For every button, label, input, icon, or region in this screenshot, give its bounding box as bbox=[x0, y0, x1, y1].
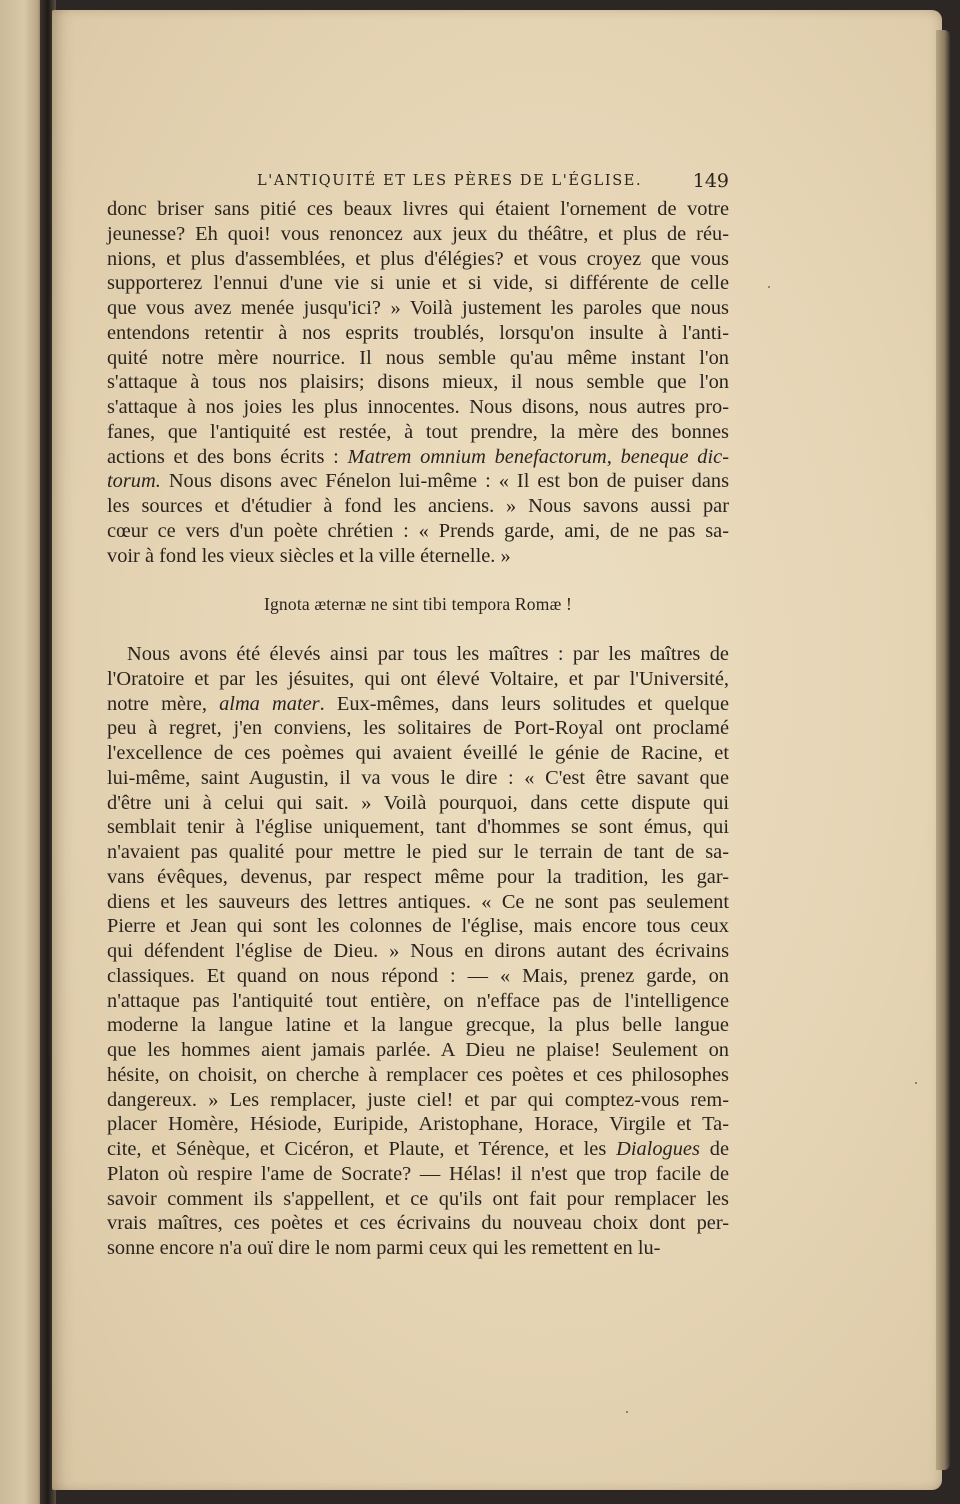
text-line: l'excellence de ces poèmes qui avaient éveillé le génie de Racine, et bbox=[107, 742, 729, 764]
text-line: classiques. Et quand on nous répond : — « Mais, prenez garde, on bbox=[107, 964, 729, 987]
text-line bbox=[107, 469, 729, 494]
text-line: vrais maîtres, ces poètes et ces écrivains du nouveau choix dont per- bbox=[107, 1212, 729, 1235]
text-line: Platon où respire l'ame de Socrate? — Hélas! il n'est que trop facile de bbox=[107, 1162, 729, 1185]
paragraph-1 bbox=[107, 197, 729, 568]
text-line: supporterez l'ennui d'une vie si unie et si vide, si différente de celle bbox=[107, 272, 729, 295]
text-line: quité notre mère nourrice. Il nous semble qu'au même instant l'on bbox=[107, 346, 729, 369]
facing-page-edge bbox=[0, 0, 44, 1504]
text-line: voir à fond les vieux siècles et la ville éternelle. » bbox=[107, 544, 511, 567]
text-run: notre mère, bbox=[107, 692, 220, 715]
page-header bbox=[107, 170, 729, 194]
italic-text-run: torum. bbox=[107, 470, 161, 493]
text-line: savoir comment ils s'appellent, et ce qu'ils ont fait pour remplacer les bbox=[107, 1187, 729, 1210]
text-line: que vous avez menée jusqu'ici? » Voilà justement les paroles que nous bbox=[107, 297, 729, 319]
text-line: vans évêques, devenus, par respect même pour la tradition, les gar- bbox=[107, 865, 729, 888]
text-run: cite, et Sénèque, et Cicéron, et Plaute, et Térence, et les bbox=[107, 1138, 617, 1160]
text-line: d'être uni à celui qui sait. » Voilà pourquoi, dans cette dispute qui bbox=[107, 791, 729, 814]
text-line: entendons retentir à nos esprits troublés, lorsqu'on insulte à l'anti- bbox=[107, 321, 729, 344]
italic-text-run: Matrem omnium benefactorum, beneque dic- bbox=[347, 445, 729, 468]
page-number: 149 bbox=[692, 170, 729, 192]
text-line: diens et les sauveurs des lettres antiques. « Ce ne sont pas seulement bbox=[107, 890, 729, 913]
text-line: placer Homère, Hésiode, Euripide, Aristophane, Horace, Virgile et Ta- bbox=[107, 1113, 729, 1136]
text-line bbox=[107, 1137, 729, 1162]
text-line: peu à regret, j'en conviens, les solitaires de Port-Royal ont proclamé bbox=[107, 717, 729, 740]
text-line: cœur ce vers d'un poète chrétien : « Prends garde, ami, de ne pas sa- bbox=[107, 519, 729, 542]
paper-speck bbox=[626, 1411, 628, 1413]
text-line bbox=[107, 445, 729, 470]
text-line: fanes, que l'antiquité est restée, à tout prendre, la mère des bonnes bbox=[107, 420, 729, 443]
latin-quotation: Ignota æternæ ne sint tibi tempora Romæ ! bbox=[263, 594, 573, 614]
text-run: actions et des bons écrits : bbox=[107, 445, 348, 468]
paper-speck bbox=[915, 1082, 917, 1084]
italic-text-run: alma mater bbox=[219, 692, 320, 715]
italic-text-run: Dialogues bbox=[616, 1138, 700, 1160]
text-line: que les hommes aient jamais parlée. A Dieu ne plaise! Seulement on bbox=[107, 1039, 729, 1061]
text-line: Pierre et Jean qui sont les colonnes de l'église, mais encore tous ceux bbox=[107, 915, 729, 938]
text-line: qui défendent l'église de Dieu. » Nous en dirons autant des écrivains bbox=[107, 940, 729, 962]
text-line: n'avaient pas qualité pour mettre le pied sur le terrain de tant de sa- bbox=[107, 841, 729, 863]
text-line: semblait tenir à l'église uniquement, tant d'hommes se sont émus, qui bbox=[107, 816, 729, 839]
text-line: dangereux. » Les remplacer, juste ciel! et par qui comptez-vous rem- bbox=[107, 1088, 729, 1111]
text-line: les sources et d'étudier à fond les anciens. » Nous savons aussi par bbox=[107, 495, 729, 517]
text-line: Nous avons été élevés ainsi par tous les maîtres : par les maîtres de bbox=[127, 643, 729, 665]
page-fore-edge bbox=[936, 30, 950, 1470]
text-line: jeunesse? Eh quoi! vous renoncez aux jeux du théâtre, et plus de réu- bbox=[107, 222, 729, 245]
text-line: l'Oratoire et par les jésuites, qui ont élevé Voltaire, et par l'Université, bbox=[107, 667, 729, 690]
paper-speck bbox=[768, 286, 770, 288]
text-line: n'attaque pas l'antiquité tout entière, on n'efface pas de l'intelligence bbox=[107, 989, 729, 1012]
text-line bbox=[107, 692, 729, 717]
text-line: moderne la langue latine et la langue grecque, la plus belle langue bbox=[107, 1014, 729, 1037]
text-line: nions, et plus d'assemblées, et plus d'élégies? et vous croyez que vous bbox=[107, 247, 729, 270]
text-run: de bbox=[699, 1138, 729, 1160]
running-title: L'ANTIQUITÉ ET LES PÈRES DE L'ÉGLISE. bbox=[257, 173, 643, 189]
text-line: hésite, on choisit, on cherche à remplacer ces poètes et ces philosophes bbox=[107, 1063, 729, 1086]
text-run: . Eux-mêmes, dans leurs solitudes et quelque bbox=[319, 692, 730, 715]
text-line: donc briser sans pitié ces beaux livres qui étaient l'ornement de votre bbox=[107, 198, 729, 220]
text-line: sonne encore n'a ouï dire le nom parmi ceux qui les remettent en lu- bbox=[107, 1237, 661, 1259]
text-run: Nous disons avec Fénelon lui-même : « Il est bon de puiser dans bbox=[160, 470, 729, 493]
paragraph-2 bbox=[107, 642, 729, 1261]
text-line: s'attaque à tous nos plaisirs; disons mieux, il nous semble que l'on bbox=[107, 371, 729, 394]
text-line: s'attaque à nos joies les plus innocentes. Nous disons, nous autres pro- bbox=[107, 396, 729, 418]
text-line: lui-même, saint Augustin, il va vous le dire : « C'est être savant que bbox=[107, 766, 729, 789]
